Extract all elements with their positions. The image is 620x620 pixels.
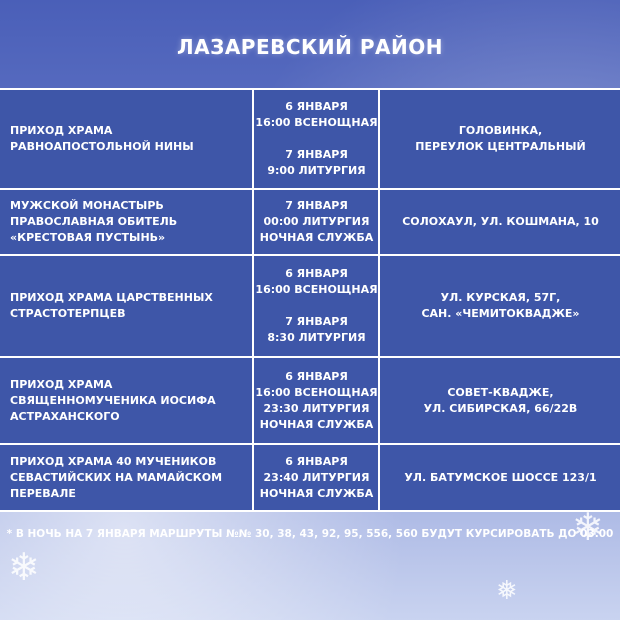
snowflake-icon: ❄ — [8, 545, 40, 589]
table-row — [10, 445, 252, 510]
church-name: МУЖСКОЙ МОНАСТЫРЬ ПРАВОСЛАВНАЯ ОБИТЕЛЬ «КРЕСТОВАЯ ПУСТЫНЬ» — [10, 199, 178, 244]
table-row — [10, 90, 252, 188]
schedule-text: 6 ЯНВАРЯ 23:40 ЛИТУРГИЯ НОЧНАЯ СЛУЖБА — [259, 454, 374, 500]
schedule-text: 6 ЯНВАРЯ 16:00 ВСЕНОЩНАЯ 23:30 ЛИТУРГИЯ НОЧНАЯ СЛУЖБА — [255, 369, 378, 431]
church-name: ПРИХОД ХРАМА 40 МУЧЕНИКОВ СЕВАСТИЙСКИХ НА МАМАЙСКОМ ПЕРЕВАЛЕ — [10, 454, 223, 500]
table-row — [10, 190, 252, 254]
footnote: * В НОЧЬ НА 7 ЯНВАРЯ МАРШРУТЫ №№ 30, 38, 43, 92, 95, 556, 560 БУДУТ КУРСИРОВАТЬ ДО 03.00 — [6, 528, 614, 540]
schedule-text: 6 ЯНВАРЯ 16:00 ВСЕНОЩНАЯ 7 ЯНВАРЯ 9:00 ЛИТУРГИЯ — [255, 100, 378, 177]
address-text: СОЛОХАУЛ, УЛ. КОШМАНА, 10 — [402, 215, 599, 228]
address-text: УЛ. БАТУМСКОЕ ШОССЕ 123/1 — [404, 470, 597, 484]
schedule-text: 7 ЯНВАРЯ 00:00 ЛИТУРГИЯ НОЧНАЯ СЛУЖБА — [259, 199, 374, 244]
snowflake-icon: ❅ — [496, 576, 518, 606]
column-divider — [378, 88, 380, 512]
address-text: УЛ. КУРСКАЯ, 57Г, САН. «ЧЕМИТОКВАДЖЕ» — [421, 291, 580, 320]
church-address — [381, 256, 620, 356]
church-name: ПРИХОД ХРАМА РАВНОАПОСТОЛЬНОЙ НИНЫ — [10, 124, 194, 153]
page-title: ЛАЗАРЕВСКИЙ РАЙОН — [177, 35, 443, 59]
snowflake-icon: ❄ — [572, 505, 604, 549]
church-address — [381, 358, 620, 443]
church-name: ПРИХОД ХРАМА СВЯЩЕННОМУЧЕНИКА ИОСИФА АСТРАХАНСКОГО — [10, 377, 216, 423]
service-schedule — [255, 445, 378, 510]
church-address — [381, 445, 620, 510]
church-name: ПРИХОД ХРАМА ЦАРСТВЕННЫХ СТРАСТОТЕРПЦЕВ — [10, 291, 213, 320]
service-schedule — [255, 358, 378, 443]
table-border-bottom — [0, 510, 620, 512]
address-text: СОВЕТ-КВАДЖЕ, УЛ. СИБИРСКАЯ, 66/22В — [423, 385, 578, 415]
address-text: ГОЛОВИНКА, ПЕРЕУЛОК ЦЕНТРАЛЬНЫЙ — [415, 124, 586, 153]
service-schedule — [255, 256, 378, 356]
table-row — [10, 256, 252, 356]
table-row — [10, 358, 252, 443]
service-schedule — [255, 190, 378, 254]
column-divider — [252, 88, 254, 512]
service-schedule — [255, 90, 378, 188]
church-address — [381, 190, 620, 254]
schedule-table — [0, 88, 620, 512]
church-address — [381, 90, 620, 188]
schedule-text: 6 ЯНВАРЯ 16:00 ВСЕНОЩНАЯ 7 ЯНВАРЯ 8:30 ЛИТУРГИЯ — [255, 267, 378, 344]
